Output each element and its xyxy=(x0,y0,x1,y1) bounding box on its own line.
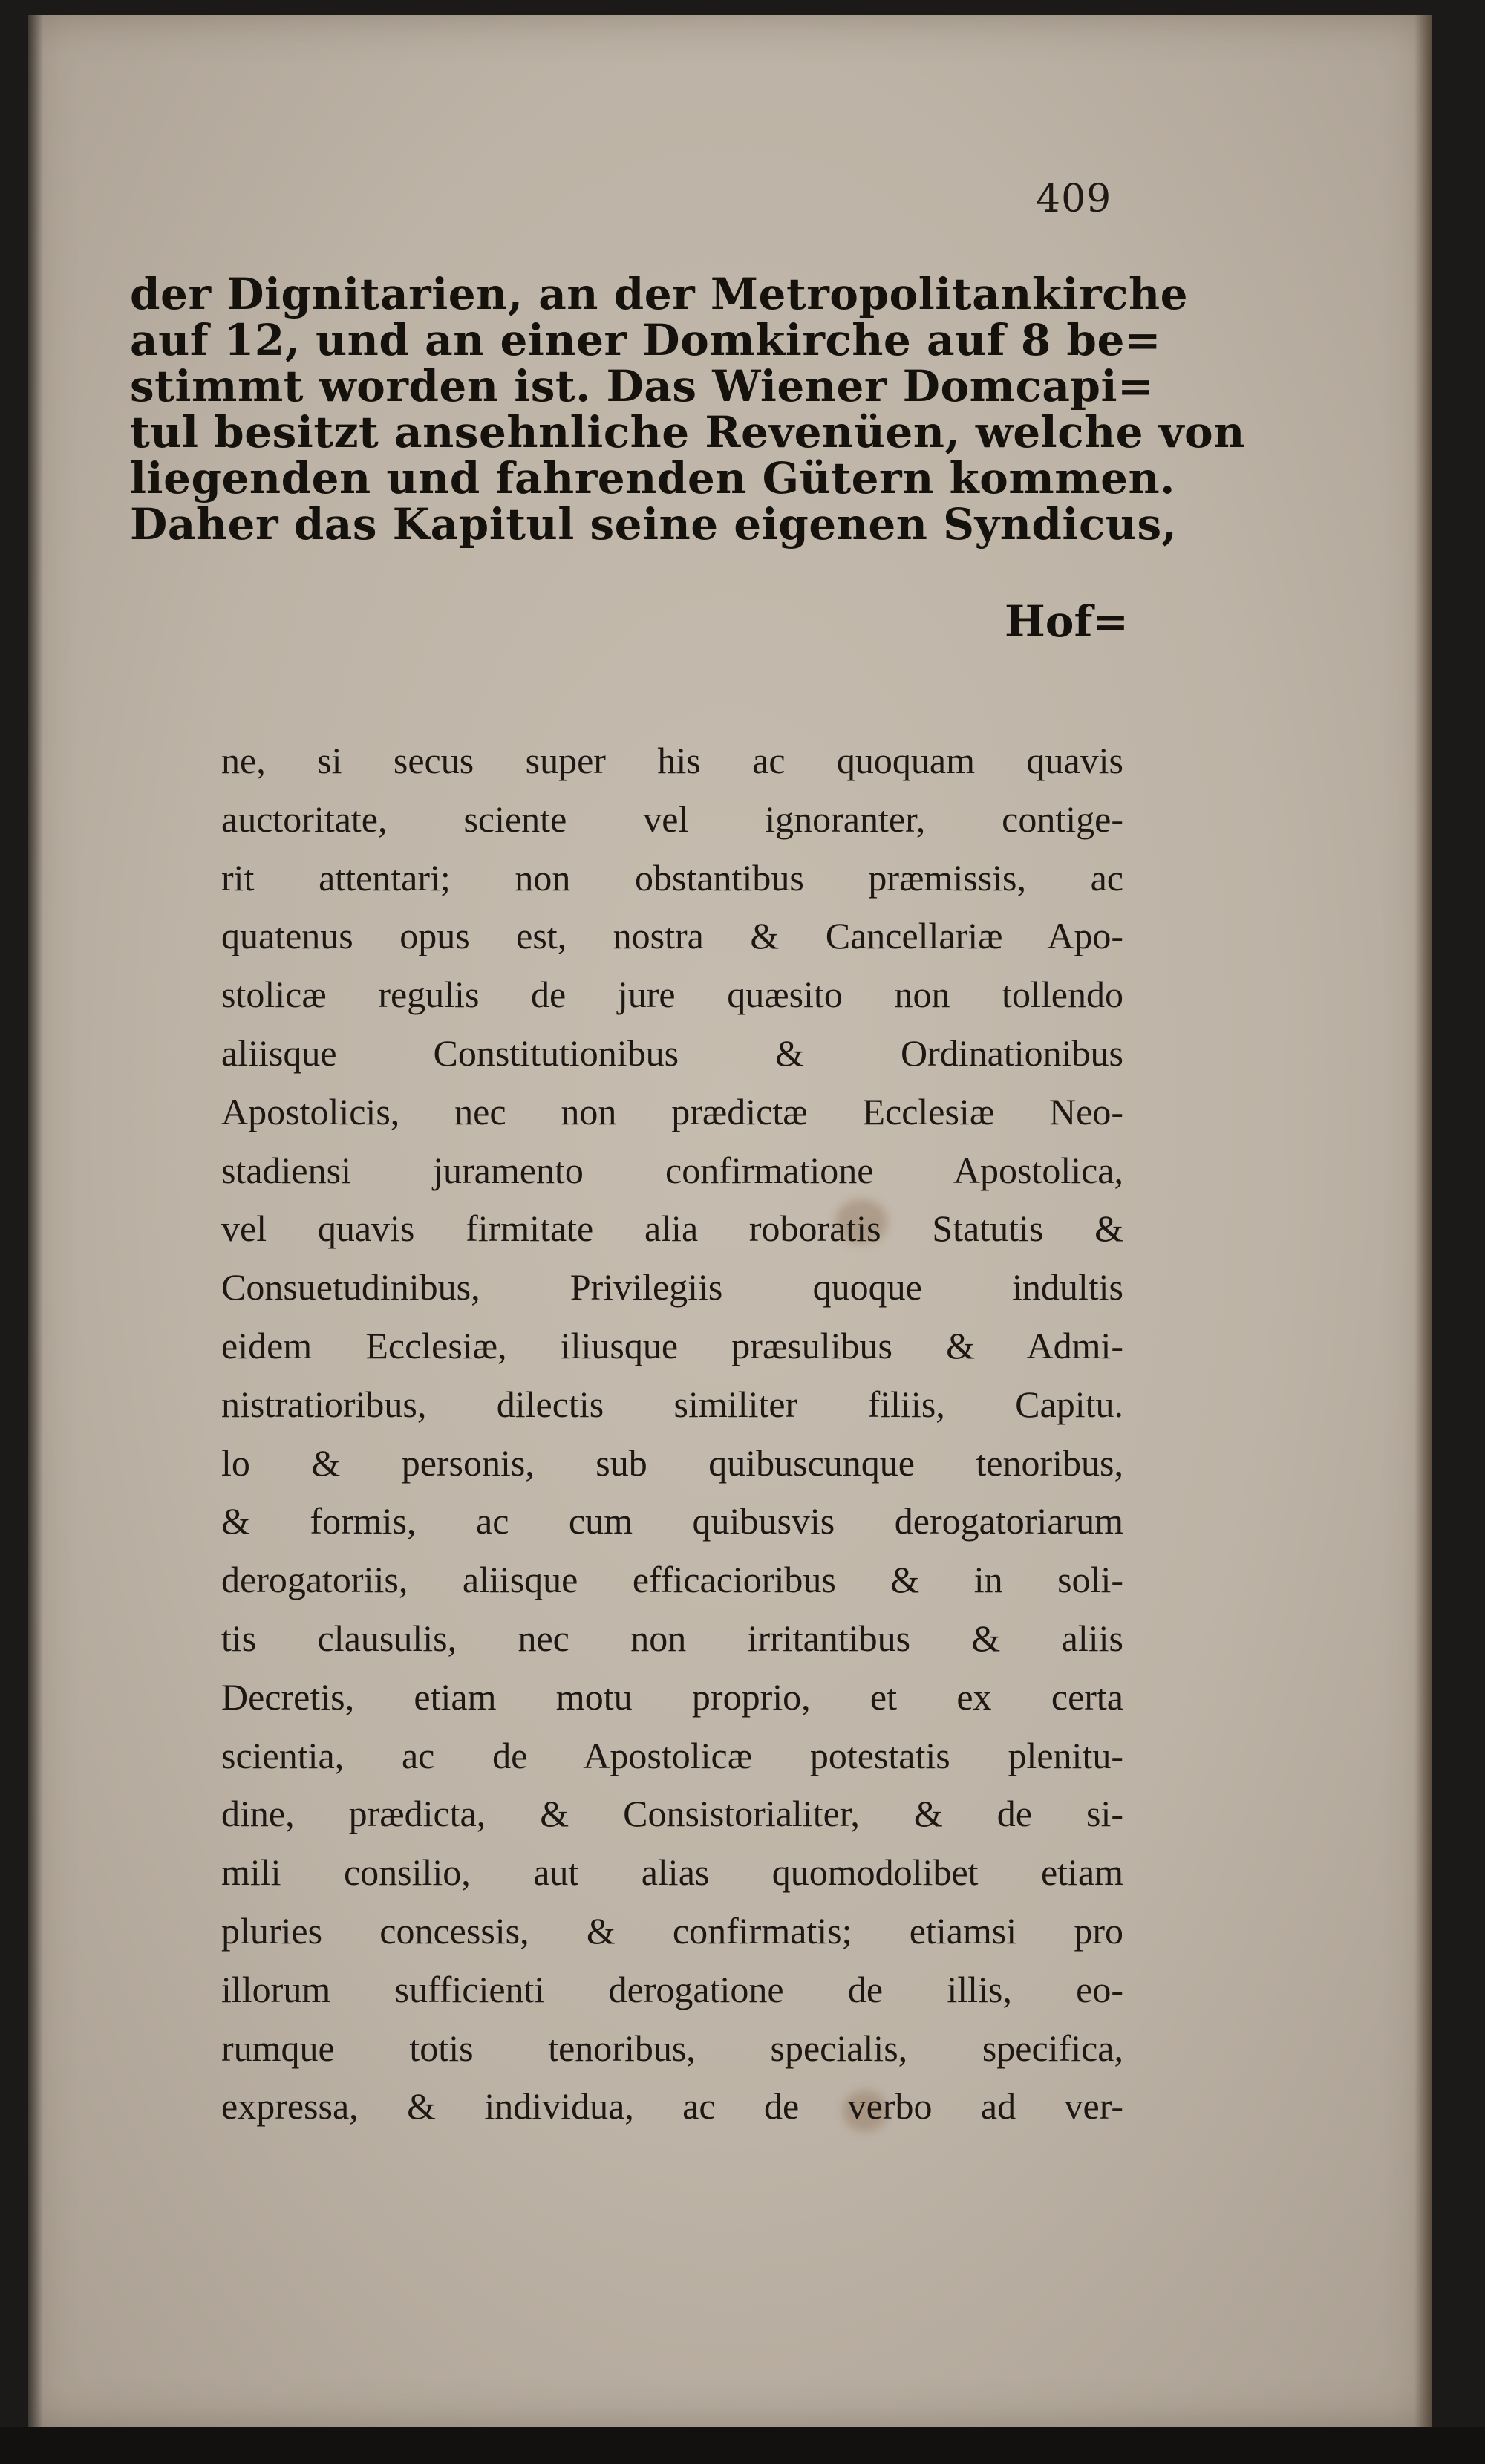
text-line: & formis, ac cum quibusvis derogatoriarum xyxy=(221,1500,1123,1542)
text-line: aliisque Constitutionibus & Ordinationibus xyxy=(221,1031,1123,1074)
text-line: Daher das Kapitul seine eigenen Syndicus, xyxy=(130,499,1178,550)
text-line: eidem Ecclesiæ, iliusque præsulibus & Admi- xyxy=(221,1324,1123,1366)
text-line: Apostolicis, nec non prædictæ Ecclesiæ Neo- xyxy=(221,1090,1123,1132)
page-gutter-shadow xyxy=(28,15,43,2428)
page-right-edge xyxy=(1414,15,1432,2428)
latin-footnote-text xyxy=(221,731,1123,2136)
text-line: rit attentari; non obstantibus præmissis, ac xyxy=(221,856,1123,899)
text-line: mili consilio, aut alias quomodolibet etiam xyxy=(221,1851,1123,1894)
page-number: 409 xyxy=(1036,177,1112,221)
text-line: tul besitzt ansehnliche Revenüen, welche von xyxy=(130,407,1245,457)
text-line: stadiensi juramento confirmatione Apostolica, xyxy=(221,1149,1123,1191)
text-line: auctoritate, sciente vel ignoranter, contige- xyxy=(221,798,1123,840)
text-line: stolicæ regulis de jure quæsito non tollendo xyxy=(221,974,1123,1016)
text-line: expressa, & individua, ac de verbo ad ver- xyxy=(221,2085,1123,2128)
text-line: stimmt worden ist. Das Wiener Domcapi= xyxy=(130,361,1155,411)
text-line: lo & personis, sub quibuscunque tenoribus, xyxy=(221,1441,1123,1484)
text-line: illorum sufficienti derogatione de illis, eo- xyxy=(221,1968,1123,2010)
bottom-edge-shadow xyxy=(0,2427,1485,2464)
text-line: auf 12, und an einer Domkirche auf 8 be= xyxy=(130,315,1161,365)
text-line: rumque totis tenoribus, specialis, specifica, xyxy=(221,2027,1123,2069)
text-line: vel quavis firmitate alia roboratis Statutis & xyxy=(221,1207,1123,1250)
text-line: derogatoriis, aliisque efficacioribus & in soli- xyxy=(221,1559,1123,1601)
german-fraktur-text xyxy=(130,269,1245,550)
catchword: Hof= xyxy=(1004,596,1129,647)
text-line: Decretis, etiam motu proprio, et ex certa xyxy=(221,1675,1123,1718)
text-line: pluries concessis, & confirmatis; etiamsi pro xyxy=(221,1909,1123,1952)
text-line: ne, si secus super his ac quoquam quavis xyxy=(221,740,1123,781)
text-line: der Dignitarien, an der Metropolitankirche xyxy=(130,269,1189,319)
text-line: quatenus opus est, nostra & Cancellariæ Apo- xyxy=(221,915,1123,957)
text-line: dine, prædicta, & Consistorialiter, & de si- xyxy=(221,1793,1123,1835)
text-line: scientia, ac de Apostolicæ potestatis plenitu- xyxy=(221,1734,1123,1776)
text-line: nistratioribus, dilectis similiter filiis, Capitu. xyxy=(221,1383,1123,1425)
text-line: liegenden und fahrenden Gütern kommen. xyxy=(130,453,1175,503)
text-line: Consuetudinibus, Privilegiis quoque indultis xyxy=(221,1266,1123,1308)
text-line: tis clausulis, nec non irritantibus & aliis xyxy=(221,1617,1123,1659)
